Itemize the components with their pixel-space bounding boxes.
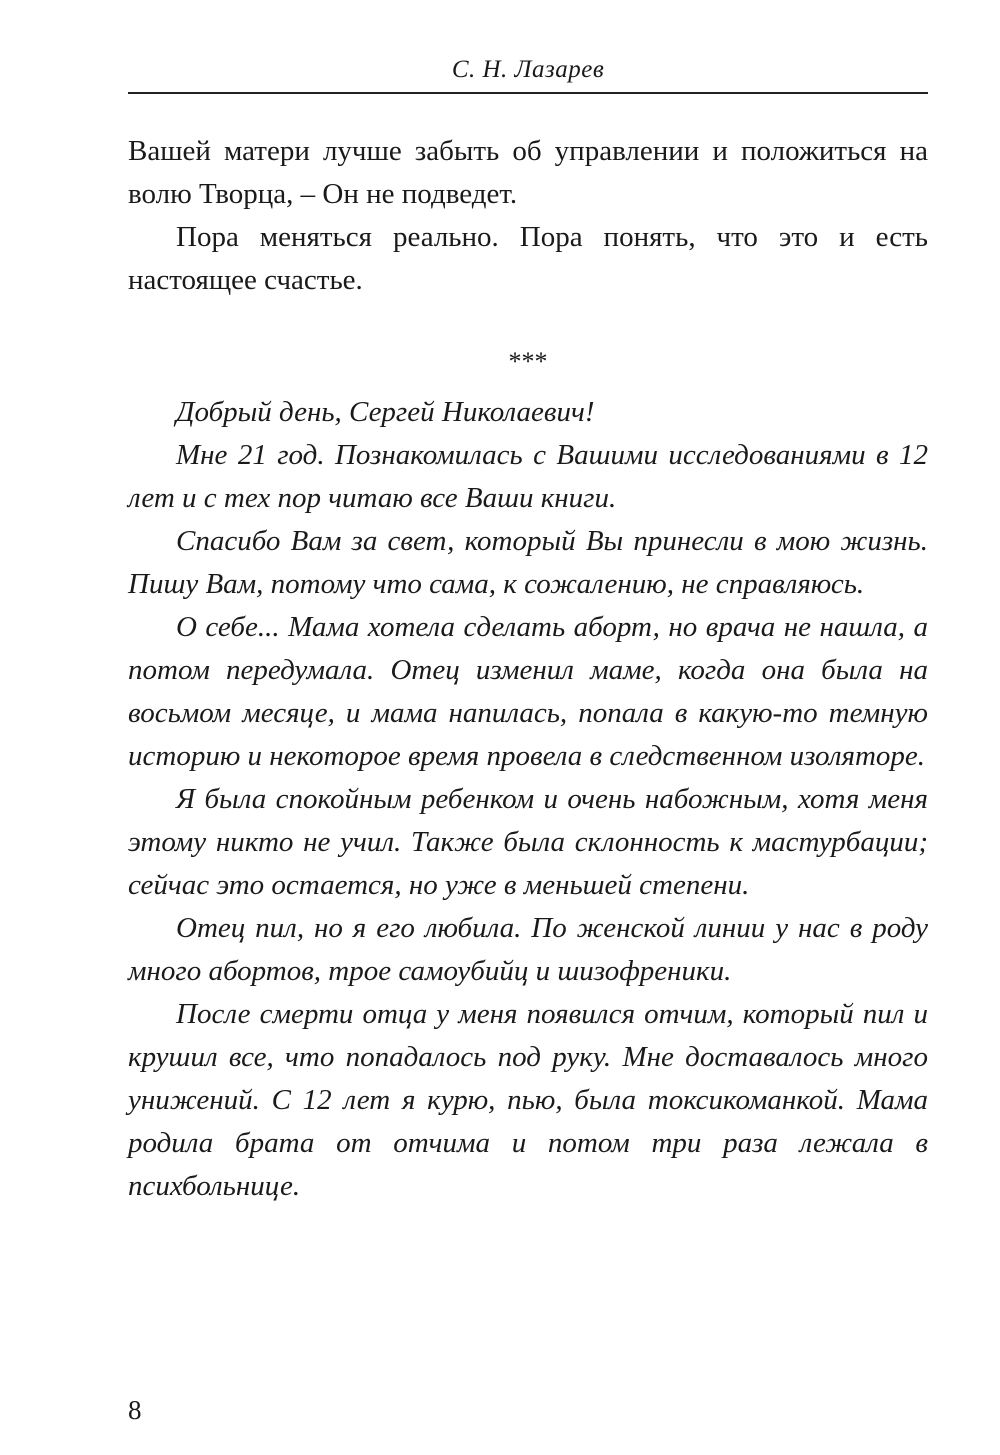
paragraph: Вашей матери лучше забыть об управлении и положиться на волю Творца, – Он не подведет. [128,135,928,210]
letter-paragraph: После смерти отца у меня появился отчим, который пил и крушил все, что попадалось под руку. Мне доставалось много унижений. С 12 лет я курю, пью, была токсикоманкой. Мама родила брата от отчима и потом три раза лежала в психбольнице. [128,998,928,1202]
page-number: 8 [128,1395,142,1425]
paragraph: Пора меняться реально. Пора понять, что это и есть настоящее счастье. [128,221,928,296]
letter-paragraph: Я была спокойным ребенком и очень набожным, хотя меня этому никто не учил. Также была склонность к мастурбации; сейчас это остается, но уже в меньшей степени. [128,783,928,901]
letter-paragraph: О себе... Мама хотела сделать аборт, но врача не нашла, а потом передумала. Отец изменил маме, когда она была на восьмом месяце, и мама напилась, попала в какую-то темную историю и некоторое время провела в следственном изоляторе. [128,611,928,772]
section-separator: *** [508,347,548,376]
header-rule [128,92,928,94]
page-body [128,130,928,1208]
letter-paragraph: Мне 21 год. Познакомилась с Вашими исследованиями в 12 лет и с тех пор читаю все Ваши книги. [128,439,928,514]
letter [128,391,928,1208]
letter-paragraph: Спасибо Вам за свет, который Вы принесли в мою жизнь. Пишу Вам, потому что сама, к сожалению, не справляюсь. [128,525,928,600]
letter-greeting: Добрый день, Сергей Николаевич! [176,396,595,428]
letter-paragraph: Отец пил, но я его любила. По женской линии у нас в роду много абортов, трое самоубийц и шизофреники. [128,912,928,987]
running-head: С. Н. Лазарев [451,56,605,83]
